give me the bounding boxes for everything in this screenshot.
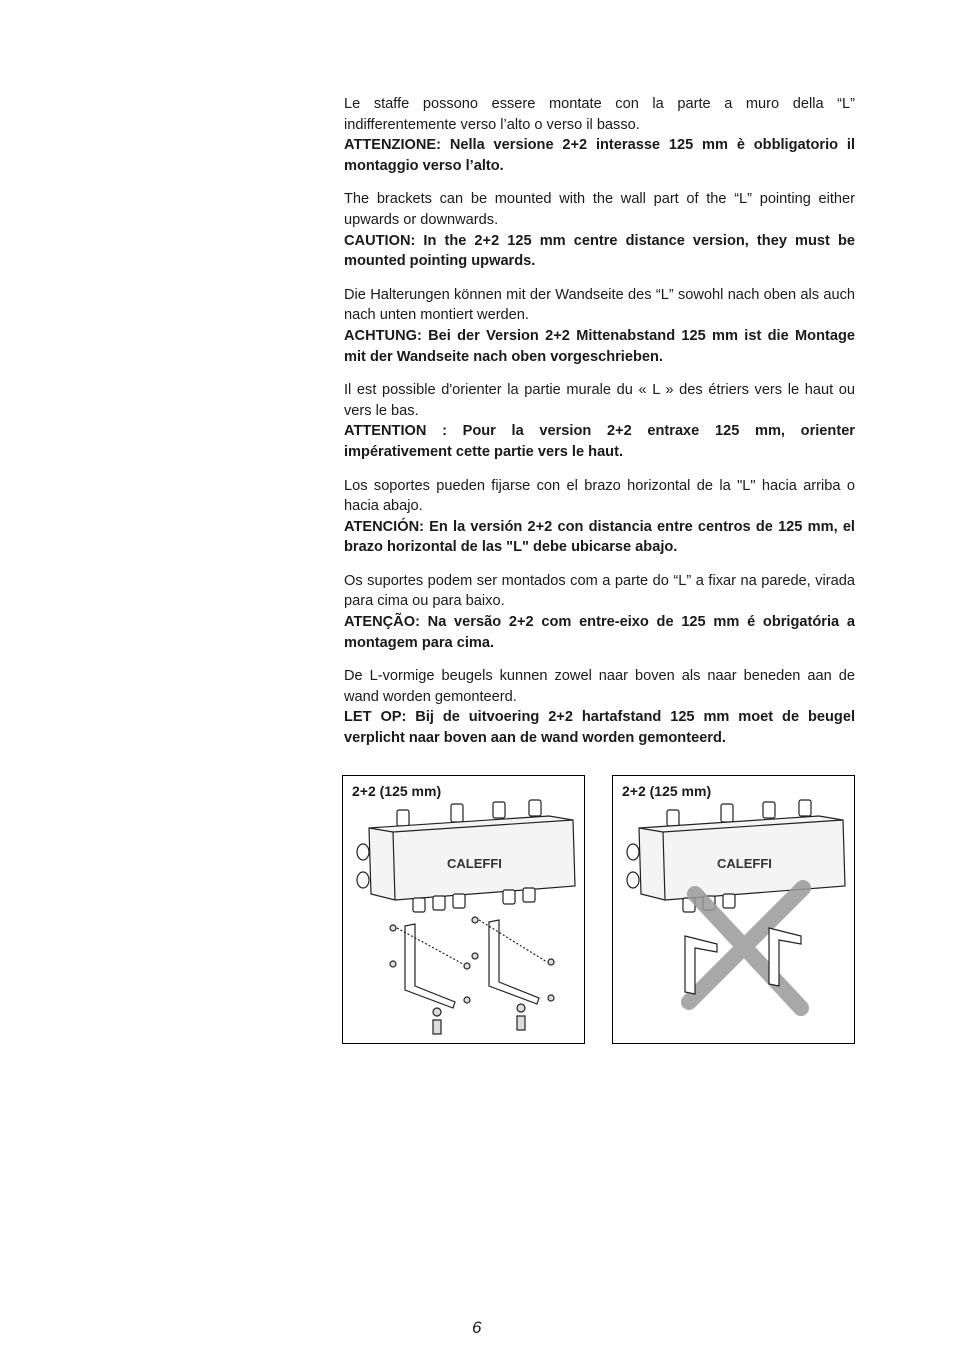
brand-logo: CALEFFI xyxy=(717,856,772,871)
caution-text: CAUTION: In the 2+2 125 mm centre distance version, they must be mounted pointing upwards. xyxy=(344,232,855,270)
paragraph-text: Los soportes pueden fijarse con el brazo horizontal de la "L" hacia arriba o hacia abajo. xyxy=(344,477,855,515)
caution-text: ATTENZIONE: Nella versione 2+2 interasse 125 mm è obbligatorio il montaggio verso l’alto. xyxy=(344,137,855,174)
figure-correct-mounting xyxy=(342,775,585,1044)
paragraph-it xyxy=(344,94,855,176)
paragraph-text: Die Halterungen können mit der Wandseite des “L” sowohl nach oben als auch nach unten montiert werden. xyxy=(344,286,855,324)
caution-text: ACHTUNG: Bei der Version 2+2 Mittenabstand 125 mm ist die Montage mit der Wandseite nach oben vorgeschrieben. xyxy=(344,327,855,365)
brand-logo: CALEFFI xyxy=(447,856,502,871)
caution-text: ATENCIÓN: En la versión 2+2 con distancia entre centros de 125 mm, el brazo horizontal de las "L" debe ubicarse abajo. xyxy=(344,518,855,556)
caution-text: ATTENTION : Pour la version 2+2 entraxe 125 mm, orienter impérativement cette partie vers le haut. xyxy=(344,423,855,460)
paragraph-fr xyxy=(344,380,855,462)
figure-label: 2+2 (125 mm) xyxy=(352,783,442,799)
page-number: 6 xyxy=(472,1318,482,1337)
paragraph-text: The brackets can be mounted with the wall part of the “L” pointing either upwards or downwards. xyxy=(344,191,855,228)
caution-text: LET OP: Bij de uitvoering 2+2 hartafstand 125 mm moet de beugel verplicht naar boven aan de wand worden gemonteerd. xyxy=(344,709,855,747)
paragraph-text: Os suportes podem ser montados com a parte do “L” a fixar na parede, virada para cima ou para baixo. xyxy=(344,572,855,610)
figure-wrong-mounting xyxy=(612,775,855,1044)
paragraph-en xyxy=(344,189,855,271)
paragraph-text: Il est possible d'orienter la partie murale du « L » des étriers vers le haut ou vers le bas. xyxy=(344,382,855,419)
manifold-bracket-illustration xyxy=(613,776,856,1045)
caution-text: ATENÇÃO: Na versão 2+2 com entre-eixo de 125 mm é obrigatória a montagem para cima. xyxy=(344,614,855,651)
paragraph-de xyxy=(344,285,855,367)
figure-label: 2+2 (125 mm) xyxy=(622,783,712,799)
paragraph-text: De L-vormige beugels kunnen zowel naar boven als naar beneden aan de wand worden gemonteerd. xyxy=(344,668,855,705)
paragraph-nl xyxy=(344,666,855,748)
paragraph-text: Le staffe possono essere montate con la parte a muro della “L” indifferentemente verso l’alto o verso il basso. xyxy=(344,96,855,133)
instruction-text xyxy=(344,94,855,762)
paragraph-pt xyxy=(344,571,855,653)
manifold-bracket-illustration xyxy=(343,776,586,1045)
paragraph-es xyxy=(344,476,855,558)
